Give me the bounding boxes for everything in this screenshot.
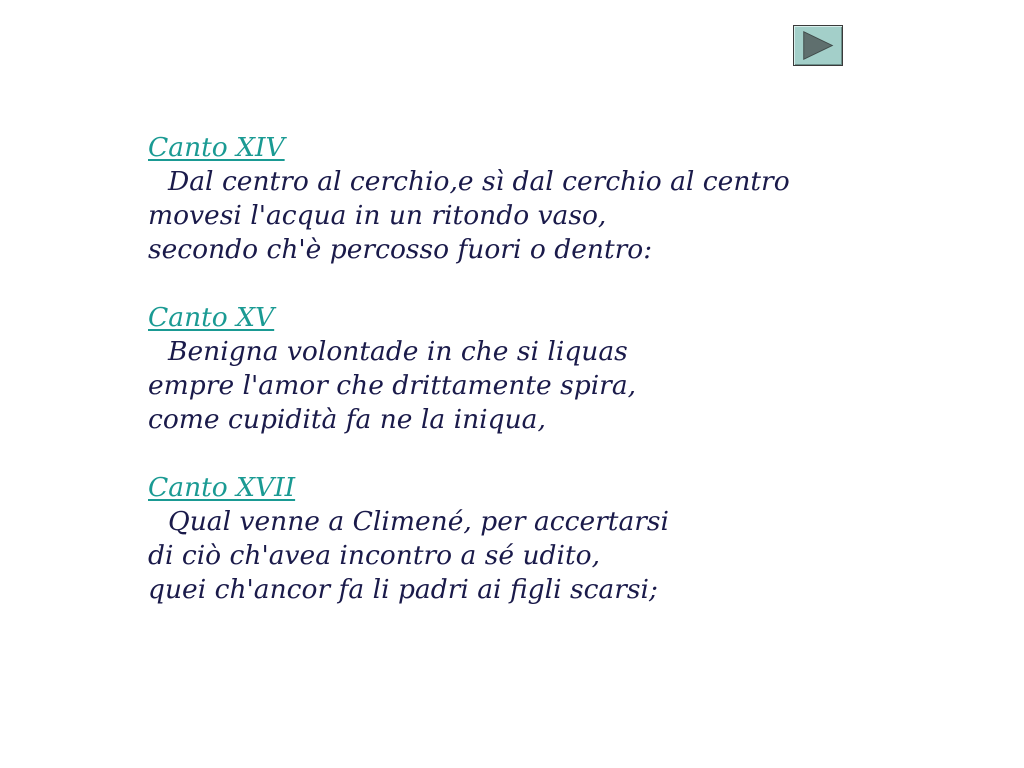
canto-xvii-link[interactable]: Canto XVII [148,472,296,503]
canto-block-xvii [148,471,908,607]
canto-block-xv [148,301,908,437]
canto-xiv-verse-1: Dal centro al cerchio,e sì dal cerchio al centro [168,166,790,197]
canto-block-xiv [148,131,908,267]
canto-xiv-verse-3: secondo ch'è percosso fuori o dentro: [148,234,653,265]
canto-xvii-verse-1: Qual venne a Climené, per accertarsi [168,506,670,537]
canto-xv-verse-2: empre l'amor che drittamente spira, [148,370,637,401]
canto-xiv-link[interactable]: Canto XIV [148,132,285,163]
poem-content [148,131,908,641]
next-slide-button[interactable] [793,25,843,66]
play-right-triangle-icon [794,26,842,65]
canto-xiv-verse-2: movesi l'acqua in un ritondo vaso, [148,200,607,231]
canto-xvii-verse-2: di ciò ch'avea incontro a sé udito, [148,540,600,571]
canto-xv-verse-1: Benigna volontade in che si liquas [168,336,628,367]
canto-xv-verse-3: come cupidità fa ne la iniqua, [148,404,546,435]
canto-xvii-verse-3: quei ch'ancor fa li padri ai figli scarsi; [148,574,658,605]
canto-xv-link[interactable]: Canto XV [148,302,275,333]
